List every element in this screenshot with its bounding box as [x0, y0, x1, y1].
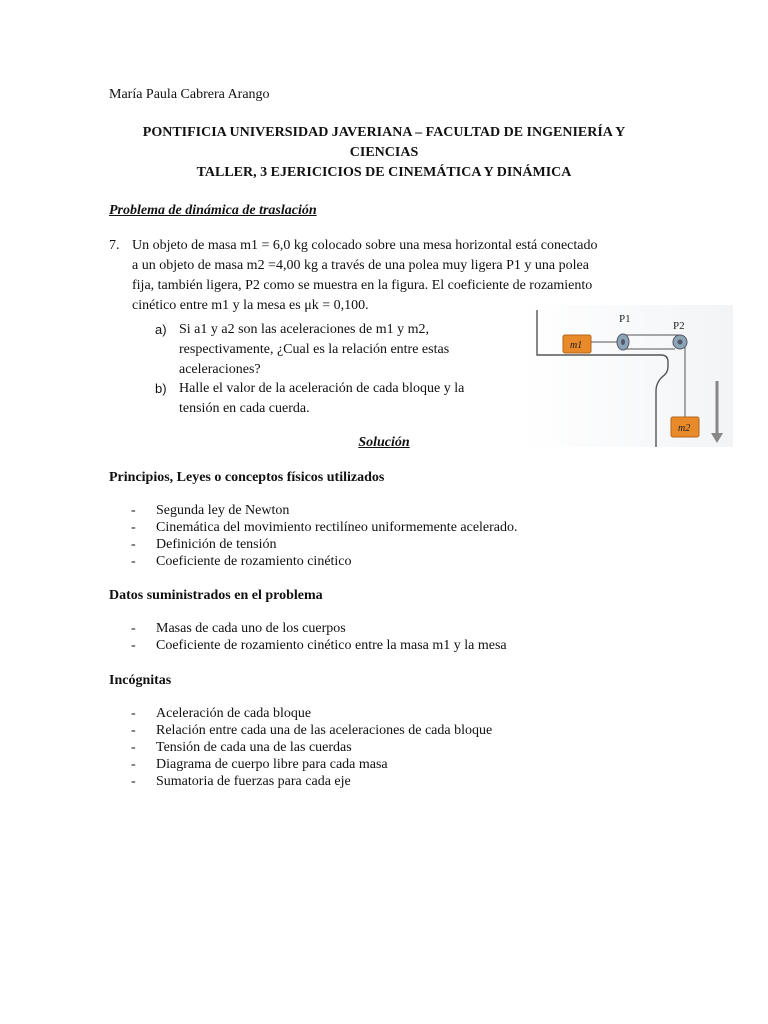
list-item-text: Relación entre cada una de las aceleraciones de cada bloque	[156, 723, 493, 738]
list-item-text: Tensión de cada una de las cuerdas	[156, 740, 352, 755]
data-list	[131, 620, 507, 654]
problem-line: Un objeto de masa m1 = 6,0 kg colocado sobre una mesa horizontal está conectado	[132, 238, 598, 253]
label-p2: P2	[673, 320, 685, 332]
subquestion-a	[179, 320, 449, 380]
bullet-dash: -	[131, 503, 136, 518]
bullet-dash: -	[131, 774, 136, 789]
subquestion-b-line: tensión en cada cuerda.	[179, 401, 310, 416]
problem-body	[132, 236, 657, 316]
subquestion-b-label: b)	[155, 381, 167, 396]
list-item-text: Aceleración de cada bloque	[156, 706, 312, 721]
subquestion-b	[179, 379, 464, 419]
problem-line: a un objeto de masa m2 =4,00 kg a través de una polea muy ligera P1 y una polea	[132, 258, 589, 273]
list-item	[131, 739, 492, 756]
bullet-dash: -	[131, 520, 136, 535]
subquestion-a-line: respectivamente, ¿Cual es la relación entre estas	[179, 342, 450, 357]
list-item-text: Sumatoria de fuerzas para cada eje	[156, 774, 351, 789]
list-item-text: Cinemática del movimiento rectilíneo uniformemente acelerado.	[156, 520, 518, 535]
list-item	[131, 620, 507, 637]
author-name: María Paula Cabrera Arango	[109, 87, 270, 102]
bullet-dash: -	[131, 723, 136, 738]
pulley-diagram	[523, 305, 733, 447]
label-m2: m2	[678, 423, 691, 434]
problem-number: 7.	[109, 238, 120, 253]
list-item-text: Diagrama de cuerpo libre para cada masa	[156, 757, 388, 772]
subquestion-a-label: a)	[155, 322, 167, 337]
list-item	[131, 637, 507, 654]
bullet-dash: -	[131, 757, 136, 772]
list-item	[131, 536, 518, 553]
subquestion-a-line: aceleraciones?	[179, 362, 261, 377]
unknowns-list	[131, 705, 492, 790]
subquestion-a-line: Si a1 y a2 son las aceleraciones de m1 y m2,	[179, 322, 429, 337]
list-item	[131, 502, 518, 519]
header-line-3: TALLER, 3 EJERICICIOS DE CINEMÁTICA Y DINÁMICA	[196, 165, 572, 180]
list-item-text: Masas de cada uno de los cuerpos	[156, 621, 346, 636]
list-item	[131, 553, 518, 570]
pulley-p2-icon	[673, 335, 687, 349]
header-line-2: CIENCIAS	[349, 145, 419, 160]
bullet-dash: -	[131, 554, 136, 569]
principles-list	[131, 502, 518, 570]
list-item-text: Definición de tensión	[156, 537, 277, 552]
figure-background	[523, 305, 733, 447]
data-heading: Datos suministrados en el problema	[109, 588, 323, 603]
list-item	[131, 722, 492, 739]
bullet-dash: -	[131, 537, 136, 552]
list-item	[131, 756, 492, 773]
bullet-dash: -	[131, 706, 136, 721]
list-item-text: Coeficiente de rozamiento cinético entre la masa m1 y la mesa	[156, 638, 507, 653]
bullet-dash: -	[131, 638, 136, 653]
list-item	[131, 773, 492, 790]
pulley-p1-icon	[617, 334, 629, 350]
section-title: Problema de dinámica de traslación	[109, 203, 317, 218]
label-p1: P1	[619, 313, 631, 325]
problem-line: fija, también ligera, P2 como se muestra en la figura. El coeficiente de rozamiento	[132, 278, 593, 293]
list-item-text: Coeficiente de rozamiento cinético	[156, 554, 352, 569]
problem-line: cinético entre m1 y la mesa es μk = 0,100.	[132, 298, 369, 313]
principles-heading: Principios, Leyes o conceptos físicos utilizados	[109, 470, 385, 485]
document-header	[100, 123, 668, 183]
subquestion-b-line: Halle el valor de la aceleración de cada bloque y la	[179, 381, 465, 396]
list-item	[131, 519, 518, 536]
header-line-1: PONTIFICIA UNIVERSIDAD JAVERIANA – FACULTAD DE INGENIERÍA Y	[142, 125, 626, 140]
list-item-text: Segunda ley de Newton	[156, 503, 290, 518]
bullet-dash: -	[131, 621, 136, 636]
unknowns-heading: Incógnitas	[109, 673, 172, 688]
label-m1: m1	[570, 340, 583, 351]
bullet-dash: -	[131, 740, 136, 755]
list-item	[131, 705, 492, 722]
solution-title: Solución	[358, 435, 410, 450]
